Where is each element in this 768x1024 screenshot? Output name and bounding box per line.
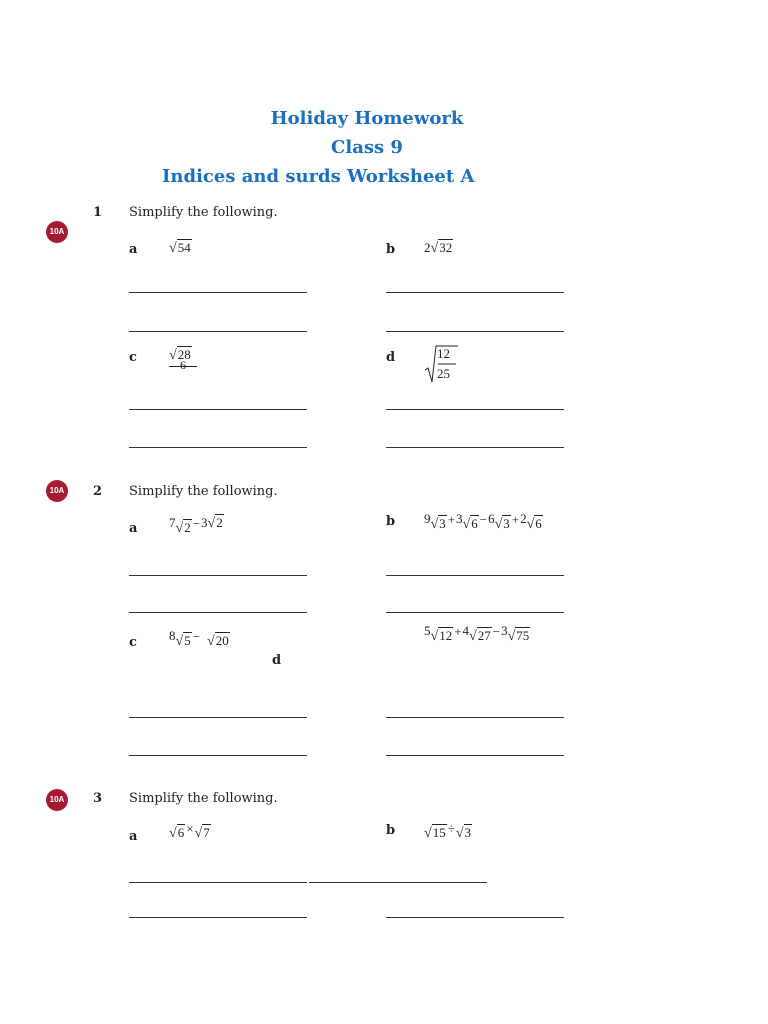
expression: 2√32 bbox=[424, 240, 453, 256]
answer-line[interactable] bbox=[129, 331, 307, 332]
expression-denominator: 6 bbox=[180, 358, 186, 372]
part-label: d bbox=[272, 653, 282, 668]
answer-line[interactable] bbox=[386, 292, 564, 293]
question-prompt: Simplify the following. bbox=[129, 791, 278, 806]
worksheet-title: Holiday Homework bbox=[270, 108, 464, 129]
expression: √6 ×√7 bbox=[169, 821, 210, 841]
answer-line[interactable] bbox=[129, 612, 307, 613]
section-badge-icon: 10A bbox=[46, 480, 68, 502]
expression: √15 ÷√3 bbox=[424, 821, 472, 841]
section-badge-icon: 10A bbox=[46, 789, 68, 811]
expression-numerator: √28 bbox=[169, 347, 191, 363]
answer-line[interactable] bbox=[386, 717, 564, 718]
answer-line[interactable] bbox=[129, 755, 307, 756]
part-label: c bbox=[129, 635, 137, 650]
answer-line[interactable] bbox=[386, 917, 564, 918]
section-badge-icon: 10A bbox=[46, 221, 68, 243]
part-label: c bbox=[129, 350, 137, 365]
answer-line[interactable] bbox=[129, 882, 307, 883]
answer-line[interactable] bbox=[129, 917, 307, 918]
answer-line[interactable] bbox=[386, 409, 564, 410]
answer-line[interactable] bbox=[386, 755, 564, 756]
answer-line[interactable] bbox=[309, 882, 487, 883]
answer-line[interactable] bbox=[386, 447, 564, 448]
expression: 5√12 +4√27 −3√75 bbox=[424, 623, 530, 644]
answer-line[interactable] bbox=[129, 717, 307, 718]
question-prompt: Simplify the following. bbox=[129, 484, 278, 499]
part-label: a bbox=[129, 242, 138, 257]
answer-line[interactable] bbox=[129, 447, 307, 448]
part-label: d bbox=[386, 350, 396, 365]
expression: 8√5 − √20 bbox=[169, 628, 229, 649]
answer-line[interactable] bbox=[129, 292, 307, 293]
answer-line[interactable] bbox=[129, 575, 307, 576]
expression: √54 bbox=[169, 240, 191, 256]
worksheet-subtitle: Indices and surds Worksheet A bbox=[162, 166, 475, 187]
part-label: b bbox=[386, 823, 396, 838]
answer-line[interactable] bbox=[386, 575, 564, 576]
expression: 7√2 −3√2 bbox=[169, 515, 223, 536]
answer-line[interactable] bbox=[386, 331, 564, 332]
part-label: a bbox=[129, 829, 138, 844]
part-label: b bbox=[386, 514, 396, 529]
question-prompt: Simplify the following. bbox=[129, 205, 278, 220]
answer-line[interactable] bbox=[386, 612, 564, 613]
part-label: b bbox=[386, 242, 396, 257]
question-number: 2 bbox=[93, 484, 103, 499]
answer-line[interactable] bbox=[129, 409, 307, 410]
question-number: 1 bbox=[93, 205, 103, 220]
question-number: 3 bbox=[93, 791, 103, 806]
expression: 9√3 +3√6 −6√3 +2√6 bbox=[424, 511, 542, 532]
class-label: Class 9 bbox=[331, 137, 403, 158]
part-label: a bbox=[129, 521, 138, 536]
